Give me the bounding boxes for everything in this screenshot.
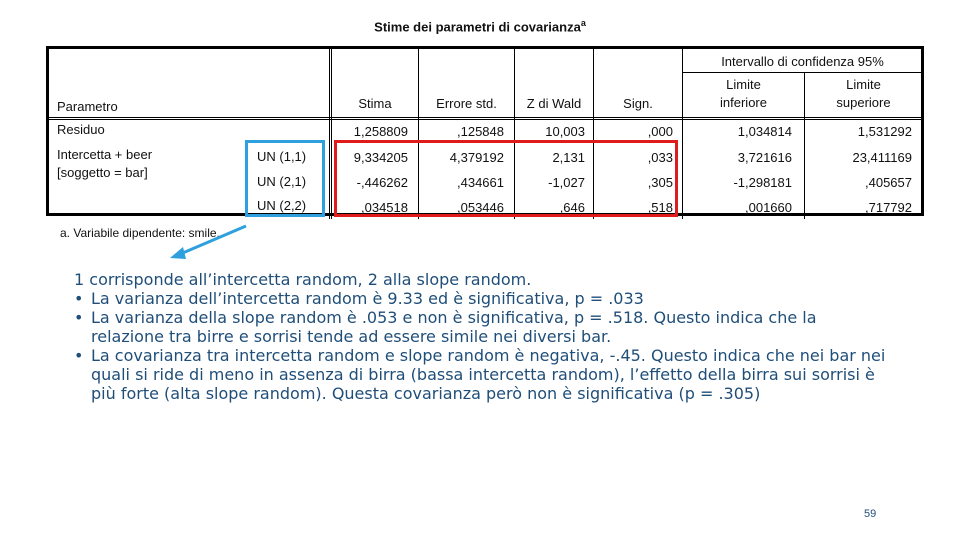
row-residuo-sign: ,000 (647, 124, 673, 139)
table-title-footnote-mark: a (580, 18, 586, 28)
row-residuo-limite-sup: 1,531292 (857, 124, 912, 139)
row-un22-z: ,646 (559, 200, 585, 215)
header-limite-inf-line1: Limite (726, 77, 761, 92)
row-un11-z: 2,131 (552, 150, 585, 165)
row-un22-sub: UN (2,2) (257, 198, 307, 213)
header-limite-sup-line1: Limite (846, 77, 881, 92)
header-sign: Sign. (623, 96, 653, 111)
row-un11-sign: ,033 (647, 150, 673, 165)
row-un21-errore: ,434661 (457, 175, 504, 190)
row-un22-stima: ,034518 (361, 200, 408, 215)
notes-text-block (74, 270, 894, 403)
notes-bullet-3: • La covarianza tra intercetta random e slope random è negativa, -.45. Questo indica che nei bar nei quali si ride di meno in assenza di birra (bassa intercetta random), l’effetto della birra sui sorrisi è più forte (alta slope random). Questa covarianza però non è significativa (p = .305) (74, 346, 894, 403)
row-residuo-limite-inf: 1,034814 (737, 124, 792, 139)
arrow-head (170, 247, 186, 259)
row-un11-stima: 9,334205 (353, 150, 408, 165)
header-interval: Intervallo di confidenza 95% (721, 54, 884, 69)
row-un21-z: -1,027 (548, 175, 585, 190)
row-un21-sign: ,305 (647, 175, 673, 190)
header-errore-std: Errore std. (436, 96, 497, 111)
row-un21-limite-inf: -1,298181 (733, 175, 792, 190)
row-un22-limite-inf: ,001660 (745, 200, 792, 215)
row-un21-sub: UN (2,1) (257, 174, 307, 189)
notes-bullet-1: • La varianza dell’intercetta random è 9.33 ed è significativa, p = .033 (74, 289, 894, 308)
header-parametro: Parametro (57, 99, 118, 114)
row-un11-sub: UN (1,1) (257, 149, 307, 164)
row-un21-limite-sup: ,405657 (865, 175, 912, 190)
header-z-wald: Z di Wald (526, 96, 582, 111)
table-title-text: Stime dei parametri di covarianza (374, 19, 581, 35)
row-un22-sign: ,518 (647, 200, 673, 215)
arrow-line (178, 226, 246, 255)
row-un21-stima: -,446262 (356, 175, 408, 190)
row-residuo-errore: ,125848 (457, 124, 504, 139)
header-stima: Stima (358, 96, 392, 111)
page-number: 59 (864, 508, 877, 520)
notes-bullet-list (74, 289, 894, 403)
header-limite-sup-line2: superiore (836, 95, 891, 110)
row-un22-errore: ,053446 (457, 200, 504, 215)
row-intercetta-param: Intercetta + beer (57, 147, 153, 162)
row-un22-limite-sup: ,717792 (865, 200, 912, 215)
notes-bullet-2: • La varianza della slope random è .053 e non è significativa, p = .518. Questo indica che la relazione tra birre e sorrisi tende ad essere simile nei diversi bar. (74, 308, 894, 346)
row-residuo-stima: 1,258809 (353, 124, 408, 139)
row-un11-limite-inf: 3,721616 (737, 150, 792, 165)
header-limite-inf-line2: inferiore (720, 95, 767, 110)
row-un11-limite-sup: 23,411169 (852, 150, 912, 165)
row-un11-errore: 4,379192 (449, 150, 504, 165)
row-residuo-z: 10,003 (545, 124, 585, 139)
notes-intro: 1 corrisponde all’intercetta random, 2 alla slope random. (74, 270, 532, 289)
row-residuo-param: Residuo (57, 122, 105, 137)
table-footnote: a. Variabile dipendente: smile. (60, 226, 220, 240)
row-soggetto-param: [soggetto = bar] (57, 165, 148, 180)
